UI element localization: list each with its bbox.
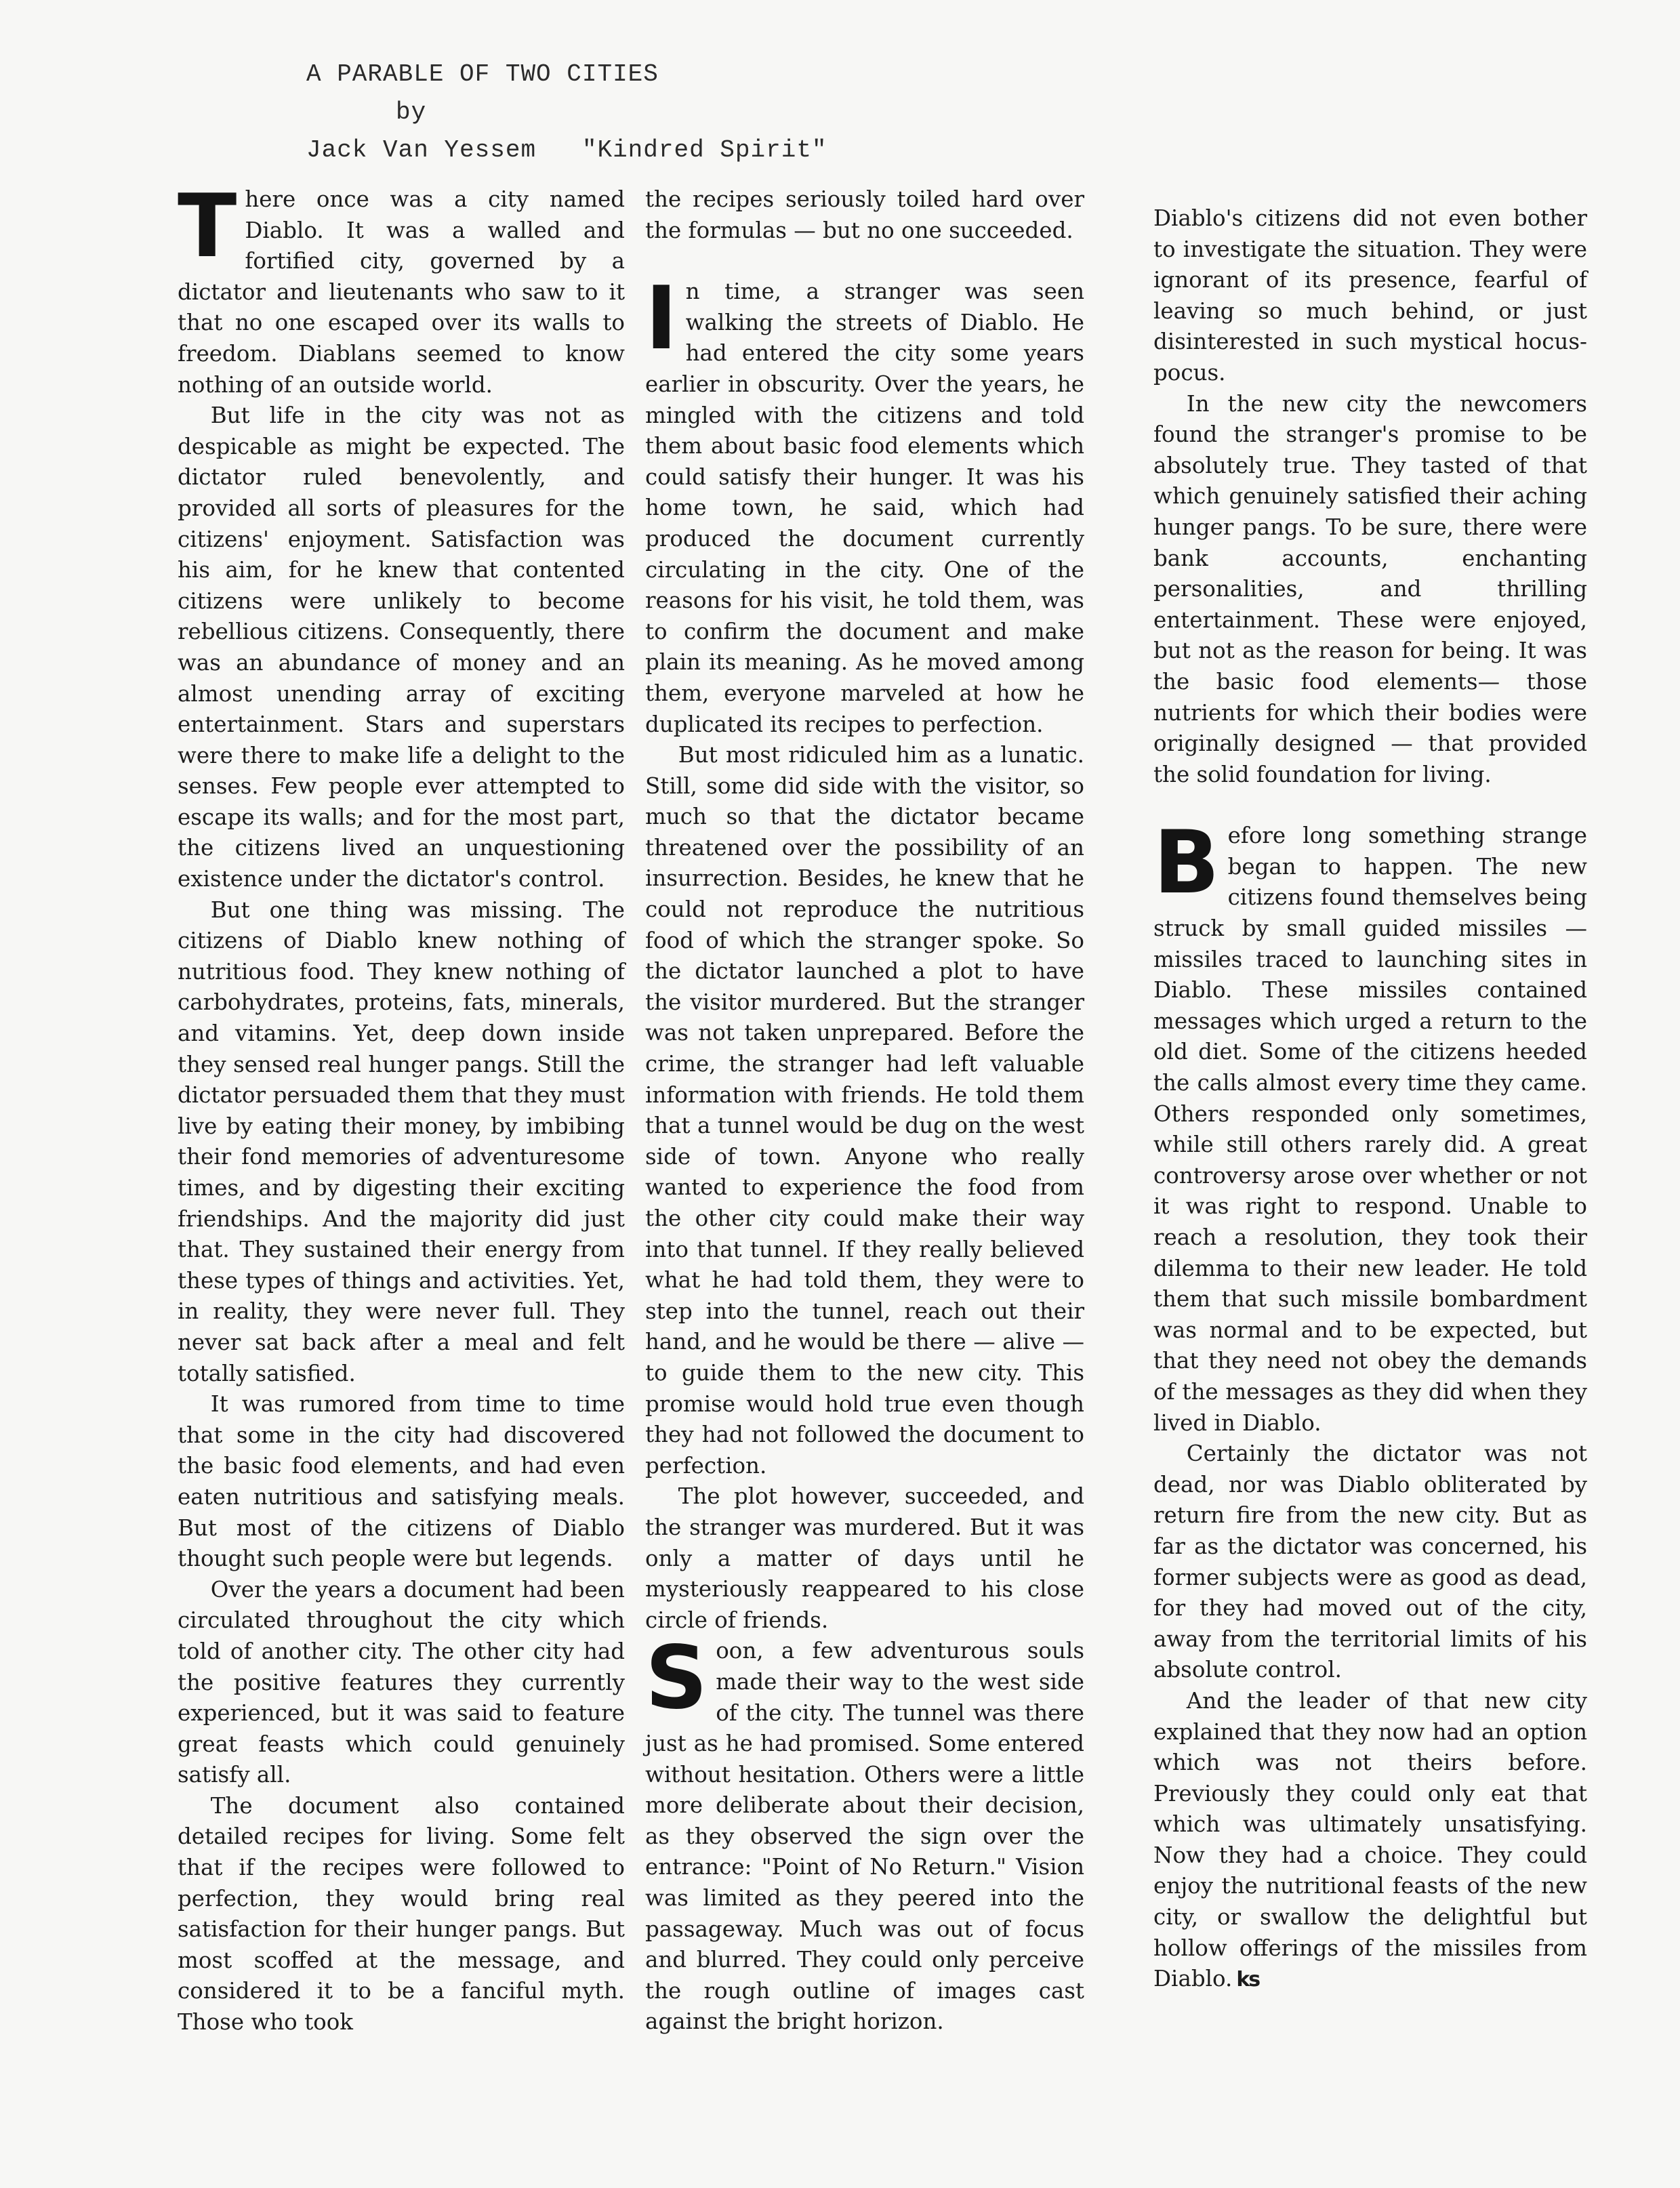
paragraph: Over the years a document had been circulated throughout the city which told of another city. The other city had the positive features they currently experienced, but it was said to feature great feasts which could genuinely satisfy all.: [178, 1576, 625, 1788]
paragraph-text: oon, a few adventurous souls made their way to the west side of the city. The tunnel was there just as he had promised. Some entered without hesitation. Others were a little more deliberate about their decision, as they observed the sign over the entrance: "Point of No Return." Vision was limited as they peered into the passageway. Much was out of focus and blurred. They could only perceive the rough outline of images cast against the bright horizon.: [645, 1638, 1084, 2035]
author-line: Jack Van Yessem "Kindred Spirit": [306, 136, 827, 164]
paragraph: [178, 176, 625, 400]
paragraph: [1153, 1686, 1587, 1996]
text-column-3: [1153, 203, 1587, 1996]
drop-cap: T: [178, 176, 237, 277]
article-header: [306, 56, 827, 169]
paragraph: In the new city the newcomers found the stranger's promise to be absolutely true. They tasted of that which genuinely satisfied their aching hunger pangs. To be sure, there were bank accounts, enchanting personalities, and thrilling entertainment. These were enjoyed, but not as the reason for being. It was the basic food elements— those nutrients for which their bodies were originally designed — that provided the solid foundation for living.: [1153, 390, 1587, 787]
paragraph-text: And the leader of that new city explained that they now had an option which was not theirs before. Previously they could only eat that which was ultimately unsatisfying. Now they had a choice. They could enjoy the nutritional feasts of the new city, or swallow the delightful but hollow offerings of the missiles from Diablo.: [1153, 1687, 1587, 1992]
paragraph: The plot however, succeeded, and the stranger was murdered. But it was only a matter of days until he mysteriously reappeared to his close circle of friends.: [645, 1483, 1084, 1633]
paragraph-text: here once was a city named Diablo. It was a walled and fortified city, governed by a dictator and lieutenants who saw to it that no one escaped over its walls to freedom. Diablans seemed to know nothing of an outside world.: [178, 186, 625, 398]
paragraph: But one thing was missing. The citizens of Diablo knew nothing of nutritious food. They knew nothing of carbohydrates, proteins, fats, minerals, and vitamins. Yet, deep down inside they sensed real hunger pangs. Still the dictator persuaded them that they must live by eating their money, by imbibing their fond memories of adventuresome times, and by digesting their exciting friendships. And the majority did just that. They sustained their energy from these types of things and activities. Yet, in reality, they were never full. They never sat back after a meal and felt totally satisfied.: [178, 896, 625, 1386]
paragraph: It was rumored from time to time that some in the city had discovered the basic food elements, and had even eaten nutritious and satisfying meals. But most of the citizens of Diablo thought such people were but legends.: [178, 1391, 625, 1572]
paragraph-text: n time, a stranger was seen walking the streets of Diablo. He had entered the city some years earlier in obscurity. Over the years, he mingled with the citizens and told them about basic food elements which could satisfy their hunger. It was his home town, he said, which had produced the document currently circulating in the city. One of the reasons for his visit, he told them, was to confirm the document and make plain its meaning. As he moved among them, everyone marveled at how he duplicated its recipes to perfection.: [645, 278, 1084, 737]
signature-mark: ks: [1236, 1968, 1260, 1992]
drop-cap: B: [1153, 812, 1220, 914]
paragraph: Certainly the dictator was not dead, nor was Diablo obliterated by return fire from the new city. But as far as the dictator was concerned, his former subjects were as good as dead, for they had moved out of the city, away from the territorial limits of his absolute control.: [1153, 1441, 1587, 1683]
article-title: A PARABLE OF TWO CITIES: [306, 60, 659, 88]
paragraph: [645, 1628, 1084, 2038]
paragraph: But life in the city was not as despicable as might be expected. The dictator ruled benevolently, and provided all sorts of pleasures for the citizens' enjoyment. Satisfaction was his aim, for he knew that contented citizens were unlikely to become rebellious citizens. Consequently, there was an abundance of money and an almost unending array of exciting entertainment. Stars and superstars were there to make life a delight to the senses. Few people ever attempted to escape its walls; and for the most part, the citizens lived an unquestioning existence under the dictator's control.: [178, 402, 625, 892]
paragraph: But most ridiculed him as a lunatic. Still, some did side with the visitor, so much so that the dictator became threatened over the possibility of an insurrection. Besides, he knew that he could not reproduce the nutritious food of which the stranger spoke. So the dictator launched a plot to have the visitor murdered. But the stranger was not taken unprepared. Before the crime, the stranger had left valuable information with friends. He told them that a tunnel would be dug on the west side of town. Anyone who really wanted to experience the food from the other city could make their way into that tunnel. If they really believed what he had told them, they were to step into the tunnel, reach out their hand, and he would be there — alive — to guide them to the new city. This promise would hold true even though they had not followed the document to perfection.: [645, 742, 1084, 1479]
text-column-2: [645, 184, 1084, 2038]
text-column-1: [178, 176, 625, 2038]
byline-by: by: [396, 98, 427, 126]
paragraph: [1153, 812, 1587, 1439]
drop-cap: S: [645, 1628, 708, 1729]
paragraph: The document also contained detailed recipes for living. Some felt that if the recipes were followed to perfection, they would bring real satisfaction for their hunger pangs. But most scoffed at the message, and considered it to be a fanciful myth. Those who took: [178, 1792, 625, 2036]
paragraph: the recipes seriously toiled hard over the formulas — but no one succeeded.: [645, 186, 1084, 243]
paragraph: [645, 268, 1084, 740]
paragraph-text: efore long something strange began to happen. The new citizens found themselves being struck by small guided missiles — missiles traced to launching sites in Diablo. These missiles contained messages which urged a return to the old diet. Some of the citizens heeded the calls almost every time they came. Others responded only sometimes, while still others rarely did. A great controversy arose over whether or not it was right to respond. Unable to reach a resolution, they took their dilemma to their new leader. He told them that such missile bombardment was normal and to be expected, but that they need not obey the demands of the messages as they did when they lived in Diablo.: [1153, 823, 1587, 1436]
paragraph: Diablo's citizens did not even bother to investigate the situation. They were ignorant of its presence, fearful of leaving so much behind, or just disinterested in such mystical hocus-pocus.: [1153, 205, 1587, 386]
drop-cap: I: [645, 268, 678, 370]
